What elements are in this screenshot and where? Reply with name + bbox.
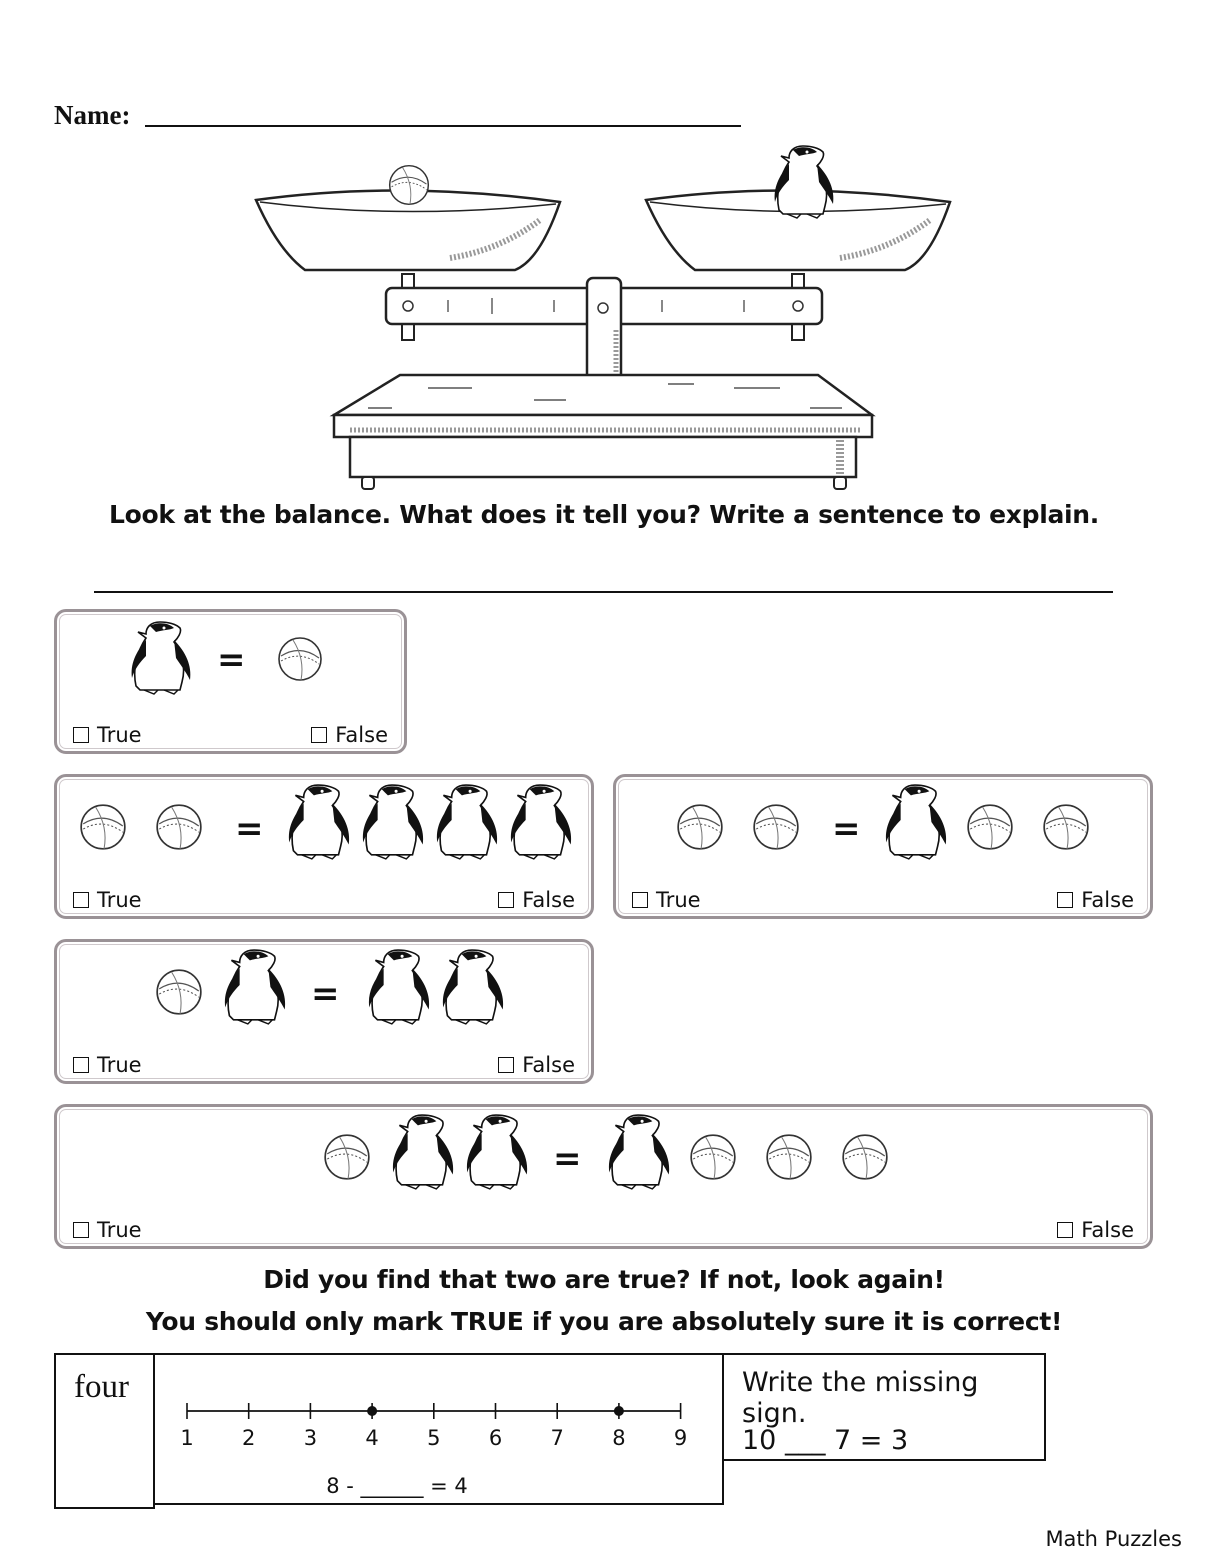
true-label: True bbox=[97, 888, 142, 912]
equals-sign: = bbox=[832, 809, 861, 849]
false-option[interactable] bbox=[1057, 888, 1134, 912]
ball-icon bbox=[750, 801, 802, 853]
ball-icon bbox=[763, 1131, 815, 1183]
false-checkbox[interactable] bbox=[498, 1057, 514, 1073]
false-option[interactable] bbox=[498, 1053, 575, 1077]
ball-icon bbox=[687, 1131, 739, 1183]
ball-icon bbox=[153, 966, 205, 1018]
ball-icon bbox=[1040, 801, 1092, 853]
true-checkbox[interactable] bbox=[73, 1222, 89, 1238]
penguin-icon bbox=[453, 1111, 539, 1193]
false-label: False bbox=[1081, 888, 1134, 912]
number-line-tick-label: 3 bbox=[303, 1426, 318, 1450]
missing-sign-box bbox=[722, 1353, 1046, 1461]
false-checkbox[interactable] bbox=[1057, 892, 1073, 908]
equation-card-4 bbox=[54, 939, 594, 1084]
number-line-tick-label: 7 bbox=[550, 1426, 564, 1450]
equation-row bbox=[57, 777, 591, 877]
number-word: four bbox=[74, 1369, 129, 1405]
number-line-point bbox=[614, 1406, 624, 1416]
instruction-text: Look at the balance. What does it tell you? Write a sentence to explain. bbox=[108, 500, 1100, 529]
penguin-icon bbox=[429, 946, 515, 1028]
true-option[interactable] bbox=[73, 888, 142, 912]
footer-label: Math Puzzles bbox=[1045, 1527, 1182, 1551]
false-checkbox[interactable] bbox=[498, 892, 514, 908]
true-option[interactable] bbox=[632, 888, 701, 912]
number-line-box bbox=[153, 1353, 724, 1505]
true-label: True bbox=[656, 888, 701, 912]
true-label: True bbox=[97, 723, 142, 747]
equation-row bbox=[57, 612, 404, 712]
subtraction-equation: 8 - ______ = 4 bbox=[326, 1474, 468, 1498]
equation-card-5 bbox=[54, 1104, 1153, 1249]
number-line-tick-label: 4 bbox=[365, 1426, 379, 1450]
equation-card-3 bbox=[613, 774, 1153, 919]
number-line-tick-label: 5 bbox=[427, 1426, 441, 1450]
penguin-icon bbox=[211, 946, 297, 1028]
true-checkbox[interactable] bbox=[73, 727, 89, 743]
number-line-tick-label: 6 bbox=[488, 1426, 503, 1450]
ball-icon bbox=[964, 801, 1016, 853]
false-label: False bbox=[1081, 1218, 1134, 1242]
false-label: False bbox=[335, 723, 388, 747]
true-checkbox[interactable] bbox=[73, 1057, 89, 1073]
number-line-tick-label: 8 bbox=[612, 1426, 626, 1450]
number-word-box bbox=[54, 1353, 155, 1509]
penguin-icon bbox=[872, 781, 958, 863]
penguin-icon bbox=[595, 1111, 681, 1193]
true-checkbox[interactable] bbox=[632, 892, 648, 908]
true-label: True bbox=[97, 1053, 142, 1077]
false-checkbox[interactable] bbox=[1057, 1222, 1073, 1238]
penguin-icon bbox=[115, 618, 205, 698]
check-message-1: Did you find that two are true? If not, look again! bbox=[263, 1265, 945, 1294]
false-label: False bbox=[522, 1053, 575, 1077]
true-checkbox[interactable] bbox=[73, 892, 89, 908]
ball-icon bbox=[674, 801, 726, 853]
equation-card-1 bbox=[54, 609, 407, 754]
true-option[interactable] bbox=[73, 723, 142, 747]
check-message-2: You should only mark TRUE if you are absolutely sure it is correct! bbox=[145, 1307, 1063, 1336]
number-line-point bbox=[367, 1406, 377, 1416]
ball-icon bbox=[77, 801, 129, 853]
name-label: Name: bbox=[54, 100, 131, 130]
number-line-tick-label: 9 bbox=[673, 1426, 688, 1450]
ball-icon bbox=[321, 1131, 373, 1183]
balance-scale-illustration bbox=[250, 140, 960, 495]
true-label: True bbox=[97, 1218, 142, 1242]
equals-sign: = bbox=[311, 974, 340, 1014]
equals-sign: = bbox=[553, 1139, 582, 1179]
false-option[interactable] bbox=[311, 723, 388, 747]
equation-row bbox=[57, 1107, 1150, 1207]
number-line-tick-label: 2 bbox=[242, 1426, 256, 1450]
ball-icon bbox=[153, 801, 205, 853]
name-answer-line[interactable] bbox=[145, 125, 741, 127]
true-option[interactable] bbox=[73, 1053, 142, 1077]
equals-sign: = bbox=[217, 640, 246, 680]
equation-card-2 bbox=[54, 774, 594, 919]
missing-sign-equation[interactable]: 10 ___ 7 = 3 bbox=[742, 1425, 909, 1456]
equation-row bbox=[57, 942, 591, 1042]
false-option[interactable] bbox=[498, 888, 575, 912]
sentence-answer-line[interactable] bbox=[94, 591, 1113, 593]
number-line-tick-label: 1 bbox=[180, 1426, 194, 1450]
false-checkbox[interactable] bbox=[311, 727, 327, 743]
false-option[interactable] bbox=[1057, 1218, 1134, 1242]
ball-icon bbox=[839, 1131, 891, 1183]
false-label: False bbox=[522, 888, 575, 912]
missing-sign-title: Write the missing sign. bbox=[742, 1367, 979, 1429]
ball-icon bbox=[275, 634, 325, 684]
equation-row bbox=[616, 777, 1150, 877]
true-option[interactable] bbox=[73, 1218, 142, 1242]
equals-sign: = bbox=[235, 809, 264, 849]
penguin-icon bbox=[497, 781, 583, 863]
